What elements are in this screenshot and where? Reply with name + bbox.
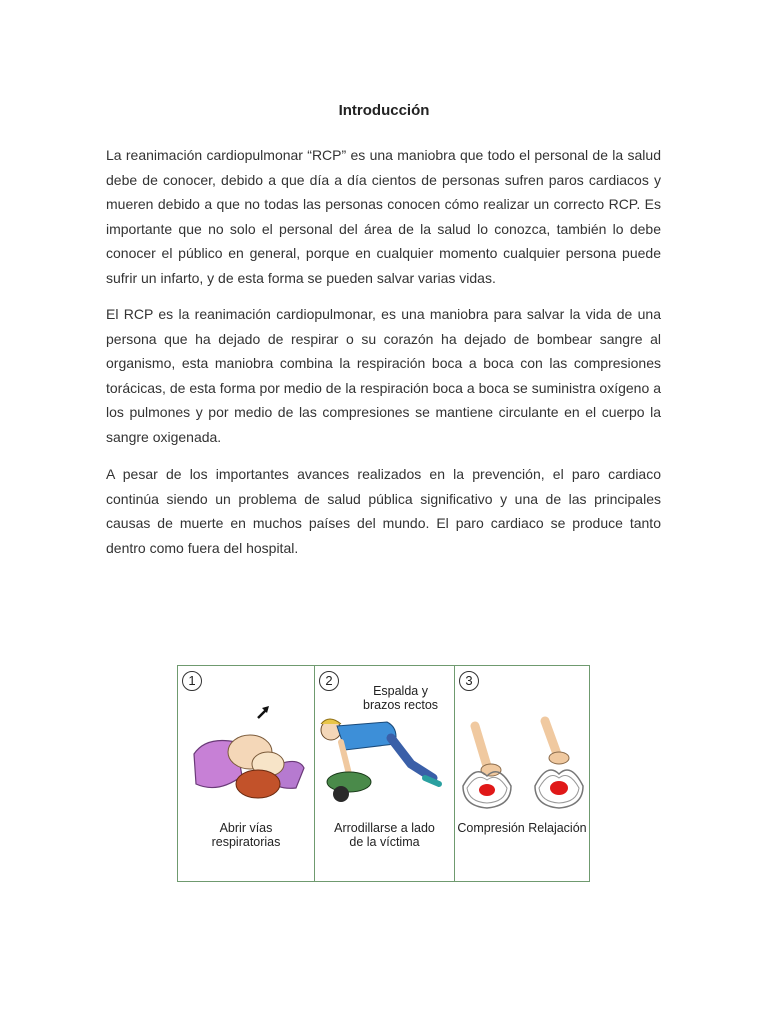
step-1-caption-line-1: Abrir vías xyxy=(219,821,273,835)
step-2-panel xyxy=(314,666,454,881)
paragraph-1: La reanimación cardiopulmonar “RCP” es una maniobra que todo el personal de la salud debe de conocer, debido a que día a día cientos de personas sufren paros cardiacos y mueren debido a que no todas las personas conocen cómo realizar un correcto RCP. Es importante que no solo el personal del área de la salud lo conozca, también lo debe conocer el público en general, porque en cualquier momento cualquier persona puede sufrir un infarto, y de esta forma se pueden salvar varias vidas. xyxy=(106,147,661,286)
step-3-caption: Compresión Relajación xyxy=(457,821,587,835)
step-3-number: 3 xyxy=(459,671,479,691)
step-1-caption xyxy=(178,821,314,849)
step-1-panel xyxy=(178,666,314,881)
step-2-note-line-2: brazos rectos xyxy=(363,698,439,712)
paragraph-3: A pesar de los importantes avances realizados en la prevención, el paro cardiaco continúa siendo un problema de salud pública significativo y una de las principales causas de muerte en muchos países del mundo. El paro cardiaco se produce tanto dentro como fuera del hospital. xyxy=(106,466,661,556)
step-2-number: 2 xyxy=(319,671,339,691)
step-1-number: 1 xyxy=(182,671,202,691)
document-title: Introducción xyxy=(338,102,430,119)
open-airway-illustration xyxy=(178,666,314,816)
step-2-caption-line-1: Arrodillarse a lado xyxy=(334,821,435,835)
step-2-caption xyxy=(315,821,454,849)
compression-relaxation-illustration xyxy=(455,666,591,816)
step-2-note-line-1: Espalda y xyxy=(373,684,428,698)
kneeling-rescuer-illustration xyxy=(315,666,455,816)
step-2-caption-line-2: de la víctima xyxy=(349,835,420,849)
step-3-panel xyxy=(454,666,589,881)
paragraph-2: El RCP es la reanimación cardiopulmonar, es una maniobra para salvar la vida de una persona que ha dejado de respirar o su corazón ha dejado de bombear sangre al organismo, esta maniobra combina la respiración boca a boca con las compresiones torácicas, de esta forma por medio de la respiración boca a boca se suministra oxígeno a los pulmones y por medio de las compresiones se mantiene circulante en el cuerpo la sangre oxigenada. xyxy=(106,306,661,445)
step-1-caption-line-2: respiratorias xyxy=(211,835,281,849)
cpr-steps-figure xyxy=(177,665,590,882)
